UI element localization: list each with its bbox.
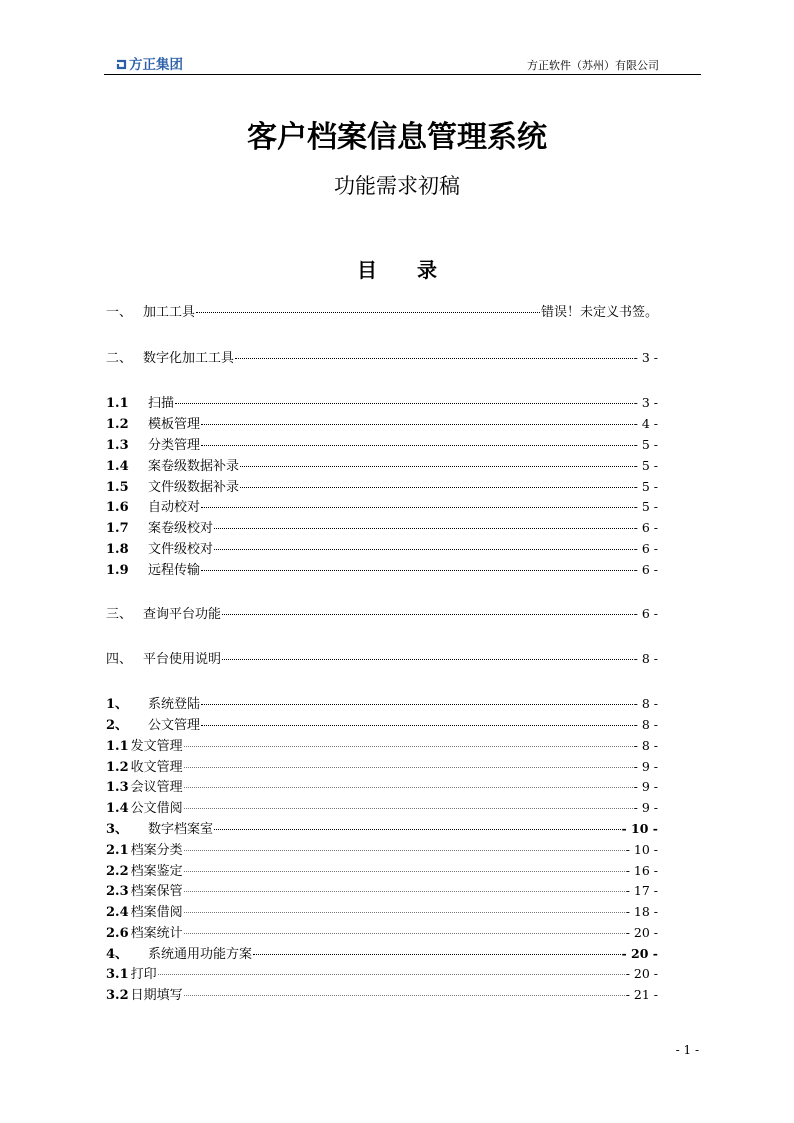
toc-entry[interactable] xyxy=(106,986,658,1003)
toc-entry-title: 打印 xyxy=(130,967,157,982)
logo-text: 方正集团 xyxy=(129,57,183,73)
toc-leader-dots xyxy=(201,725,633,726)
toc-entry-title: 文件级数据补录 xyxy=(148,480,240,495)
toc-entry-title: 档案统计 xyxy=(130,926,183,941)
toc-entry-title: 模板管理 xyxy=(148,417,201,432)
toc-leader-dots xyxy=(184,995,625,996)
toc-entry[interactable] xyxy=(106,882,658,899)
toc-leader-dots xyxy=(201,424,633,425)
toc-entry-number: 四、 xyxy=(106,652,133,667)
toc-entry-title: 档案保管 xyxy=(130,884,183,899)
document-subtitle: 功能需求初稿 xyxy=(334,174,460,198)
toc-leader-dots xyxy=(214,549,633,550)
toc-leader-dots xyxy=(201,570,633,571)
toc-entry-number: 1.3 xyxy=(106,780,129,795)
toc-leader-dots xyxy=(184,808,633,809)
toc-entry-title: 案卷级校对 xyxy=(148,521,214,536)
toc-entry-page: - 6 - xyxy=(633,541,658,556)
toc-leader-dots xyxy=(214,829,621,830)
toc-entry-title: 发文管理 xyxy=(130,739,183,754)
toc-entry[interactable] xyxy=(106,695,658,712)
toc-entry-number: 一、 xyxy=(106,305,133,320)
toc-entry-page: - 10 - xyxy=(621,821,658,836)
toc-entry-page: - 8 - xyxy=(633,738,658,753)
toc-leader-dots xyxy=(184,871,625,872)
toc-entry[interactable] xyxy=(106,862,658,879)
toc-entry[interactable] xyxy=(106,349,658,366)
toc-leader-dots xyxy=(196,312,540,313)
toc-entry-page: - 5 - xyxy=(633,458,658,473)
toc-entry-page: - 5 - xyxy=(633,479,658,494)
toc-entry[interactable] xyxy=(106,716,658,733)
toc-leader-dots xyxy=(184,891,625,892)
toc-entry-number: 3.1 xyxy=(106,967,129,982)
toc-entry-page: - 21 - xyxy=(625,987,658,1002)
page-number: - 1 - xyxy=(675,1043,699,1057)
toc-entry-title: 档案借阅 xyxy=(130,905,183,920)
toc-entry-number: 2.6 xyxy=(106,926,129,941)
toc-entry-page: - 10 - xyxy=(625,842,658,857)
toc-entry-title: 平台使用说明 xyxy=(143,652,222,667)
company-name: 方正软件（苏州）有限公司 xyxy=(527,59,659,72)
toc-leader-dots xyxy=(184,767,633,768)
toc-entry[interactable] xyxy=(106,457,658,474)
toc-entry-number: 1.8 xyxy=(106,542,129,557)
toc-entry-title: 加工工具 xyxy=(143,305,196,320)
toc-entry-title: 自动校对 xyxy=(148,500,201,515)
toc-entry-number: 4、 xyxy=(106,947,129,962)
toc-entry-title: 公文管理 xyxy=(148,718,201,733)
toc-entry-page: - 9 - xyxy=(633,779,658,794)
toc-entry[interactable] xyxy=(106,799,658,816)
toc-entry-page: - 8 - xyxy=(633,651,658,666)
toc-entry-page: - 20 - xyxy=(625,925,658,940)
toc-entry-page: - 18 - xyxy=(625,904,658,919)
page-header xyxy=(104,52,701,75)
toc-entry[interactable] xyxy=(106,436,658,453)
toc-entry-number: 2.1 xyxy=(106,843,129,858)
toc-entry-title: 文件级校对 xyxy=(148,542,214,557)
toc-entry-title: 数字化加工工具 xyxy=(143,351,235,366)
toc-leader-dots xyxy=(222,659,633,660)
toc-entry[interactable] xyxy=(106,394,658,411)
toc-entry-number: 3.2 xyxy=(106,988,129,1003)
toc-entry[interactable] xyxy=(106,820,658,837)
toc-leader-dots xyxy=(201,704,633,705)
toc-entry-page: - 9 - xyxy=(633,800,658,815)
toc-entry-title: 系统通用功能方案 xyxy=(148,947,253,962)
toc-entry-number: 1.9 xyxy=(106,563,129,578)
toc-entry[interactable] xyxy=(106,304,658,321)
toc-entry-number: 1、 xyxy=(106,697,129,712)
toc-leader-dots xyxy=(184,912,625,913)
toc-entry-number: 三、 xyxy=(106,607,133,622)
toc-leader-dots xyxy=(214,528,633,529)
toc-entry-page: - 6 - xyxy=(633,606,658,621)
toc-entry-page: - 5 - xyxy=(633,499,658,514)
toc-entry-number: 1.5 xyxy=(106,480,129,495)
toc-leader-dots xyxy=(184,787,633,788)
toc-entry-page: - 8 - xyxy=(633,696,658,711)
toc-entry-page: - 8 - xyxy=(633,717,658,732)
toc-entry-page: - 16 - xyxy=(625,863,658,878)
toc-entry-page: - 6 - xyxy=(633,520,658,535)
toc-entry-title: 系统登陆 xyxy=(148,697,201,712)
toc-entry-title: 公文借阅 xyxy=(130,801,183,816)
toc-leader-dots xyxy=(184,746,633,747)
toc-entry[interactable] xyxy=(106,945,658,962)
toc-leader-dots xyxy=(235,358,633,359)
toc-entry-page: - 4 - xyxy=(633,416,658,431)
toc-entry-page: - 17 - xyxy=(625,883,658,898)
toc-entry[interactable] xyxy=(106,605,658,622)
toc-entry-page: - 9 - xyxy=(633,759,658,774)
toc-leader-dots xyxy=(201,445,633,446)
toc-entry-title: 案卷级数据补录 xyxy=(148,459,240,474)
toc-leader-dots xyxy=(240,466,633,467)
toc-entry-title: 日期填写 xyxy=(130,988,183,1003)
toc-entry-title: 会议管理 xyxy=(130,780,183,795)
toc-entry[interactable] xyxy=(106,561,658,578)
toc-heading-char-1: 目 xyxy=(357,258,377,282)
toc-entry-number: 2.3 xyxy=(106,884,129,899)
toc-leader-dots xyxy=(222,614,633,615)
toc-entry-title: 档案分类 xyxy=(130,843,183,858)
toc-entry[interactable] xyxy=(106,650,658,667)
toc-entry[interactable] xyxy=(106,519,658,536)
toc-leader-dots xyxy=(175,403,633,404)
toc-entry-number: 二、 xyxy=(106,351,133,366)
toc-entry-title: 数字档案室 xyxy=(148,822,214,837)
toc-entry-number: 1.2 xyxy=(106,760,129,775)
toc-heading-char-2: 录 xyxy=(417,258,437,282)
toc-leader-dots xyxy=(253,954,621,955)
toc-entry-title: 档案鉴定 xyxy=(130,864,183,879)
toc-entry-number: 2.4 xyxy=(106,905,129,920)
toc-entry[interactable] xyxy=(106,540,658,557)
toc-entry[interactable] xyxy=(106,903,658,920)
toc-entry[interactable] xyxy=(106,924,658,941)
toc-entry-page: - 6 - xyxy=(633,562,658,577)
toc-entry[interactable] xyxy=(106,737,658,754)
toc-leader-dots xyxy=(184,850,625,851)
toc-entry[interactable] xyxy=(106,778,658,795)
toc-entry-title: 查询平台功能 xyxy=(143,607,222,622)
toc-entry-number: 1.4 xyxy=(106,801,129,816)
toc-entry-page: - 20 - xyxy=(621,946,658,961)
toc-entry-page: - 20 - xyxy=(625,966,658,981)
founder-logo-icon xyxy=(116,58,127,69)
toc-entry-number: 2、 xyxy=(106,718,129,733)
toc-entry-number: 1.4 xyxy=(106,459,129,474)
toc-entry[interactable] xyxy=(106,841,658,858)
toc-entry-number: 1.3 xyxy=(106,438,129,453)
toc-entry[interactable] xyxy=(106,758,658,775)
toc-entry-title: 扫描 xyxy=(148,396,175,411)
toc-entry-title: 远程传输 xyxy=(148,563,201,578)
toc-entry[interactable] xyxy=(106,415,658,432)
toc-entry-number: 1.7 xyxy=(106,521,129,536)
toc-entry-page: 错误！未定义书签。 xyxy=(540,305,658,320)
toc-entry-number: 3、 xyxy=(106,822,129,837)
toc-leader-dots xyxy=(201,507,633,508)
toc-entry-number: 2.2 xyxy=(106,864,129,879)
toc-entry-page: - 5 - xyxy=(633,437,658,452)
toc-entry[interactable] xyxy=(106,498,658,515)
toc-entry-page: - 3 - xyxy=(633,395,658,410)
toc-entry-number: 1.2 xyxy=(106,417,129,432)
toc-entry[interactable] xyxy=(106,965,658,982)
toc-entry-number: 1.6 xyxy=(106,500,129,515)
toc-entry-number: 1.1 xyxy=(106,396,129,411)
company-logo xyxy=(116,55,183,71)
toc-leader-dots xyxy=(184,933,625,934)
toc-entry-page: - 3 - xyxy=(633,350,658,365)
toc-leader-dots xyxy=(240,487,633,488)
toc-heading xyxy=(0,254,794,283)
toc-leader-dots xyxy=(158,974,625,975)
toc-entry-number: 1.1 xyxy=(106,739,129,754)
toc-entry-title: 分类管理 xyxy=(148,438,201,453)
toc-entry-title: 收文管理 xyxy=(130,760,183,775)
document-title: 客户档案信息管理系统 xyxy=(247,120,547,155)
toc-entry[interactable] xyxy=(106,478,658,495)
